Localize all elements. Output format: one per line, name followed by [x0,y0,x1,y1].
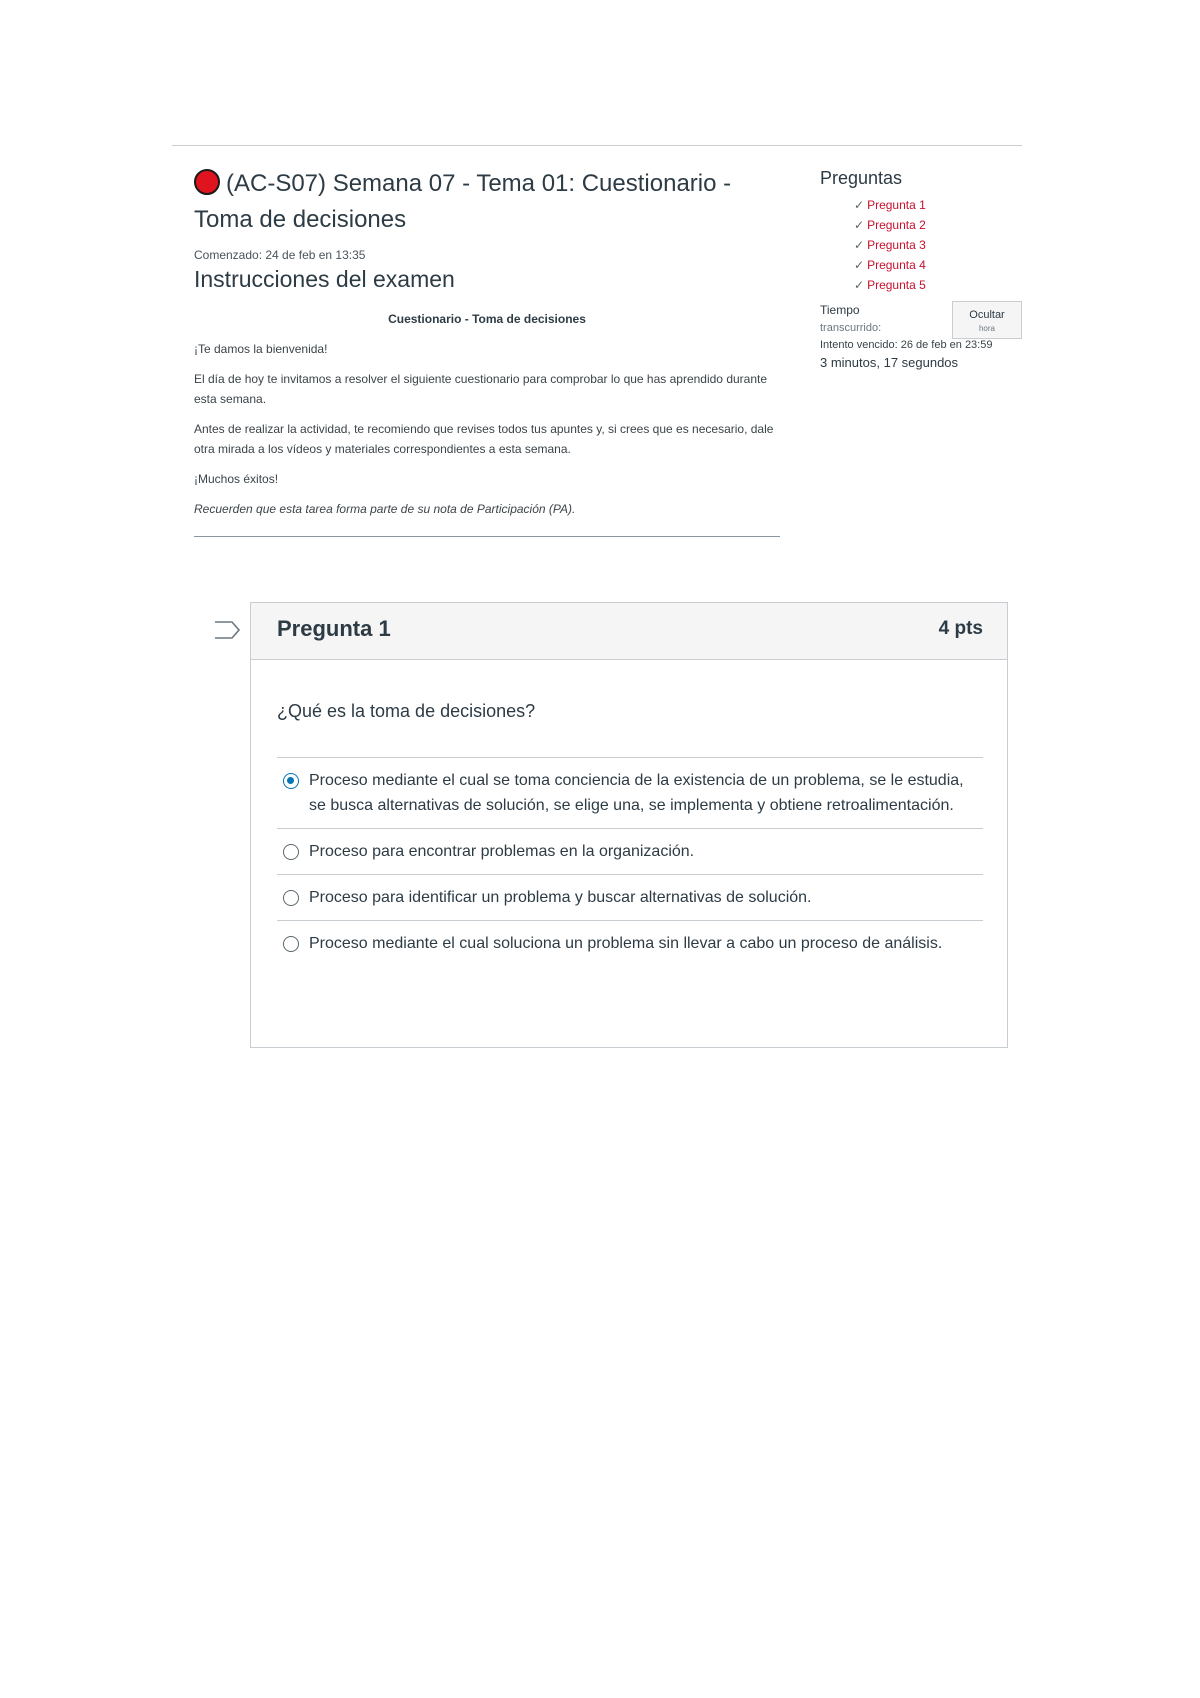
attempt-deadline: Intento vencido: 26 de feb en 23:59 [820,339,993,351]
time-label: Tiempo [820,303,860,317]
question-text: ¿Qué es la toma de decisiones? [277,701,536,721]
question-nav-item[interactable] [854,195,1022,215]
check-icon: ✓ [854,198,865,212]
instructions-divider [194,536,780,537]
radio-button[interactable] [283,844,299,860]
question-card [250,602,1008,1048]
instructions-heading: Instrucciones del examen [194,266,455,292]
started-timestamp: Comenzado: 24 de feb en 13:35 [194,248,366,262]
sidebar-title: Preguntas [820,168,903,188]
radio-button-selected[interactable] [283,773,299,789]
answer-label[interactable]: Proceso mediante el cual se toma conciencia de la existencia de un problema, se le estudia, se busca alternativas de solución, se elige una, se implementa y obtiene retroalimentación. [309,772,964,814]
question-name: Pregunta 1 [277,616,391,641]
question-nav-label[interactable]: Pregunta 5 [867,278,926,292]
question-points: 4 pts [938,618,983,639]
question-nav-item[interactable] [854,275,1022,295]
check-icon: ✓ [854,278,865,292]
time-block [820,301,1022,371]
radio-button[interactable] [283,890,299,906]
question-nav-label[interactable]: Pregunta 4 [867,258,926,272]
check-icon: ✓ [854,238,865,252]
instructions-title: Cuestionario - Toma de decisiones [388,312,586,326]
flag-question-icon[interactable] [212,618,242,642]
question-nav-label[interactable]: Pregunta 3 [867,238,926,252]
answer-list [277,757,983,966]
instructions-closing: ¡Muchos éxitos! [194,472,279,486]
quiz-title-text: (AC-S07) Semana 07 - Tema 01: Cuestionario - Toma de decisiones [194,170,732,233]
quiz-title [194,166,780,238]
question-nav-label[interactable]: Pregunta 1 [867,198,926,212]
hide-time-button-label: Ocultar [969,308,1005,321]
question-nav-label[interactable]: Pregunta 2 [867,218,926,232]
top-divider [172,145,1022,146]
instructions-note: Recuerden que esta tarea forma parte de su nota de Participación (PA). [194,502,576,516]
question-header [251,603,1007,660]
question-nav-list [820,195,1022,295]
check-icon: ✓ [854,258,865,272]
question-nav-item[interactable] [854,255,1022,275]
answer-label[interactable]: Proceso mediante el cual soluciona un problema sin llevar a cabo un proceso de análisis. [309,935,943,952]
hide-time-button-sublabel: hora [978,323,995,333]
question-nav-item[interactable] [854,215,1022,235]
instructions-paragraph-2: Antes de realizar la actividad, te recomiendo que revises todos tus apuntes y, si crees que es necesario, dale otra mirada a los vídeos y materiales correspondientes a esta semana. [194,422,774,456]
check-icon: ✓ [854,218,865,232]
answer-option[interactable] [277,758,983,829]
question-nav-item[interactable] [854,235,1022,255]
elapsed-time: 3 minutos, 17 segundos [820,355,959,370]
answer-label[interactable]: Proceso para identificar un problema y buscar alternativas de solución. [309,889,812,906]
answer-option[interactable] [277,829,983,875]
hide-time-button[interactable] [952,301,1022,339]
status-dot-icon [194,169,220,195]
questions-sidebar [820,168,1022,371]
answer-option[interactable] [277,921,983,966]
radio-button[interactable] [283,936,299,952]
answer-option[interactable] [277,875,983,921]
instructions-welcome: ¡Te damos la bienvenida! [194,342,328,356]
instructions-paragraph-1: El día de hoy te invitamos a resolver el siguiente cuestionario para comprobar lo que has aprendido durante esta semana. [194,372,768,406]
quiz-header [194,166,780,529]
time-sub-label: transcurrido: [820,322,882,334]
instructions-body [194,309,780,519]
answer-label[interactable]: Proceso para encontrar problemas en la organización. [309,843,695,860]
